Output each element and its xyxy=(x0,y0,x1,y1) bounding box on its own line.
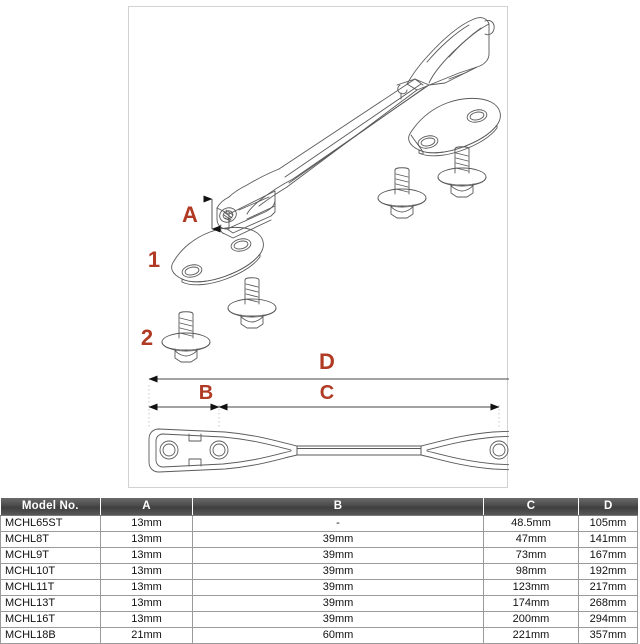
callout-dim-c: C xyxy=(319,382,335,404)
cell-a: 13mm xyxy=(101,548,193,564)
cell-b: 39mm xyxy=(193,532,484,548)
column-header-model: Model No. xyxy=(1,498,101,516)
cell-c: 98mm xyxy=(484,564,579,580)
table-header-row xyxy=(1,498,638,516)
callout-dim-b: B xyxy=(198,382,214,404)
cell-b: 39mm xyxy=(193,596,484,612)
cell-c: 123mm xyxy=(484,580,579,596)
cell-d: 217mm xyxy=(579,580,638,596)
flange-bolt-3 xyxy=(228,278,276,328)
specification-table xyxy=(0,498,638,644)
strut-side-view xyxy=(149,429,509,472)
hood-strut-body xyxy=(217,18,494,238)
table-row xyxy=(1,532,638,548)
technical-drawing-panel xyxy=(128,6,508,488)
callout-dim-a: A xyxy=(182,202,198,227)
cell-d: 192mm xyxy=(579,564,638,580)
cell-d: 105mm xyxy=(579,516,638,532)
cell-b: - xyxy=(193,516,484,532)
cell-d: 357mm xyxy=(579,628,638,644)
cell-c: 47mm xyxy=(484,532,579,548)
column-header-a: A xyxy=(101,498,193,516)
flange-bolt-1 xyxy=(438,147,486,197)
exploded-assembly-drawing xyxy=(129,7,509,489)
cell-d: 167mm xyxy=(579,548,638,564)
cell-d: 141mm xyxy=(579,532,638,548)
cell-a: 13mm xyxy=(101,532,193,548)
cell-a: 21mm xyxy=(101,628,193,644)
cell-a: 13mm xyxy=(101,580,193,596)
cell-model: MCHL9T xyxy=(1,548,101,564)
cell-a: 13mm xyxy=(101,516,193,532)
table-row xyxy=(1,612,638,628)
cell-a: 13mm xyxy=(101,612,193,628)
cell-model: MCHL10T xyxy=(1,564,101,580)
cell-b: 39mm xyxy=(193,612,484,628)
column-header-c: C xyxy=(484,498,579,516)
callout-dim-d: D xyxy=(319,349,335,374)
specification-table-container xyxy=(0,498,640,644)
cell-a: 13mm xyxy=(101,564,193,580)
cell-b: 39mm xyxy=(193,548,484,564)
bracket-plate-lower xyxy=(172,227,264,284)
table-row xyxy=(1,596,638,612)
cell-b: 60mm xyxy=(193,628,484,644)
cell-b: 39mm xyxy=(193,564,484,580)
callout-part-2: 2 xyxy=(140,325,154,350)
dimension-lines xyxy=(149,199,509,407)
cell-d: 268mm xyxy=(579,596,638,612)
cell-a: 13mm xyxy=(101,596,193,612)
cell-model: MCHL13T xyxy=(1,596,101,612)
cell-c: 221mm xyxy=(484,628,579,644)
cell-c: 200mm xyxy=(484,612,579,628)
cell-c: 73mm xyxy=(484,548,579,564)
cell-model: MCHL65ST xyxy=(1,516,101,532)
bracket-plate-upper xyxy=(409,98,501,155)
table-row xyxy=(1,548,638,564)
flange-bolt-4 xyxy=(162,312,210,362)
cell-c: 48.5mm xyxy=(484,516,579,532)
table-row xyxy=(1,564,638,580)
callout-labels xyxy=(141,202,335,404)
cell-model: MCHL8T xyxy=(1,532,101,548)
cell-c: 174mm xyxy=(484,596,579,612)
cell-model: MCHL11T xyxy=(1,580,101,596)
cell-model: MCHL16T xyxy=(1,612,101,628)
callout-part-1: 1 xyxy=(147,247,161,272)
column-header-b: B xyxy=(193,498,484,516)
table-row xyxy=(1,580,638,596)
cell-model: MCHL18B xyxy=(1,628,101,644)
table-row xyxy=(1,516,638,532)
column-header-d: D xyxy=(579,498,638,516)
cell-b: 39mm xyxy=(193,580,484,596)
flange-bolt-2 xyxy=(378,168,426,218)
table-row xyxy=(1,628,638,644)
cell-d: 294mm xyxy=(579,612,638,628)
